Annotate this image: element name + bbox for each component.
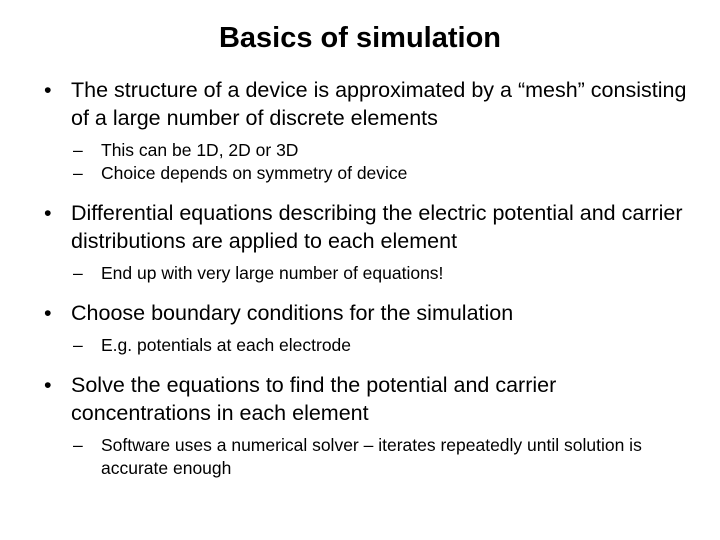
- sub-bullet-group: [0, 434, 720, 480]
- sub-bullet-marker: –: [73, 335, 83, 355]
- bullet-marker: •: [44, 78, 52, 102]
- bullet-item: [0, 299, 720, 327]
- sub-bullet-text: This can be 1D, 2D or 3D: [101, 140, 299, 160]
- bullet-marker: •: [44, 373, 52, 397]
- sub-bullet-text: Choice depends on symmetry of device: [101, 163, 408, 183]
- sub-bullet-text: E.g. potentials at each electrode: [101, 335, 352, 355]
- bullet-item: [0, 76, 720, 132]
- sub-bullet-item: [0, 262, 720, 285]
- bullet-item: [0, 371, 720, 427]
- bullet-item: [0, 199, 720, 255]
- slide-title: Basics of simulation: [218, 22, 501, 54]
- bullet-text: The structure of a device is approximated by a “mesh” consisting of a large number of discrete elements: [71, 78, 687, 130]
- sub-bullet-marker: –: [73, 140, 83, 160]
- sub-bullet-group: [0, 139, 720, 185]
- sub-bullet-marker: –: [73, 435, 83, 455]
- sub-bullet-item: [0, 139, 720, 162]
- sub-bullet-group: [0, 334, 720, 357]
- bullet-text: Choose boundary conditions for the simulation: [71, 301, 514, 325]
- bullet-text: Differential equations describing the electric potential and carrier distributions are applied to each element: [71, 201, 683, 253]
- sub-bullet-item: [0, 162, 720, 185]
- sub-bullet-group: [0, 262, 720, 285]
- sub-bullet-item: [0, 334, 720, 357]
- sub-bullet-item: [0, 434, 720, 480]
- sub-bullet-marker: –: [73, 163, 83, 183]
- sub-bullet-text: Software uses a numerical solver – iterates repeatedly until solution is accurate enough: [101, 435, 642, 478]
- sub-bullet-marker: –: [73, 263, 83, 283]
- bullet-marker: •: [44, 201, 52, 225]
- bullet-text: Solve the equations to find the potential and carrier concentrations in each element: [71, 373, 557, 425]
- sub-bullet-text: End up with very large number of equations!: [101, 263, 444, 283]
- slide-content: [0, 76, 720, 494]
- bullet-marker: •: [44, 301, 52, 325]
